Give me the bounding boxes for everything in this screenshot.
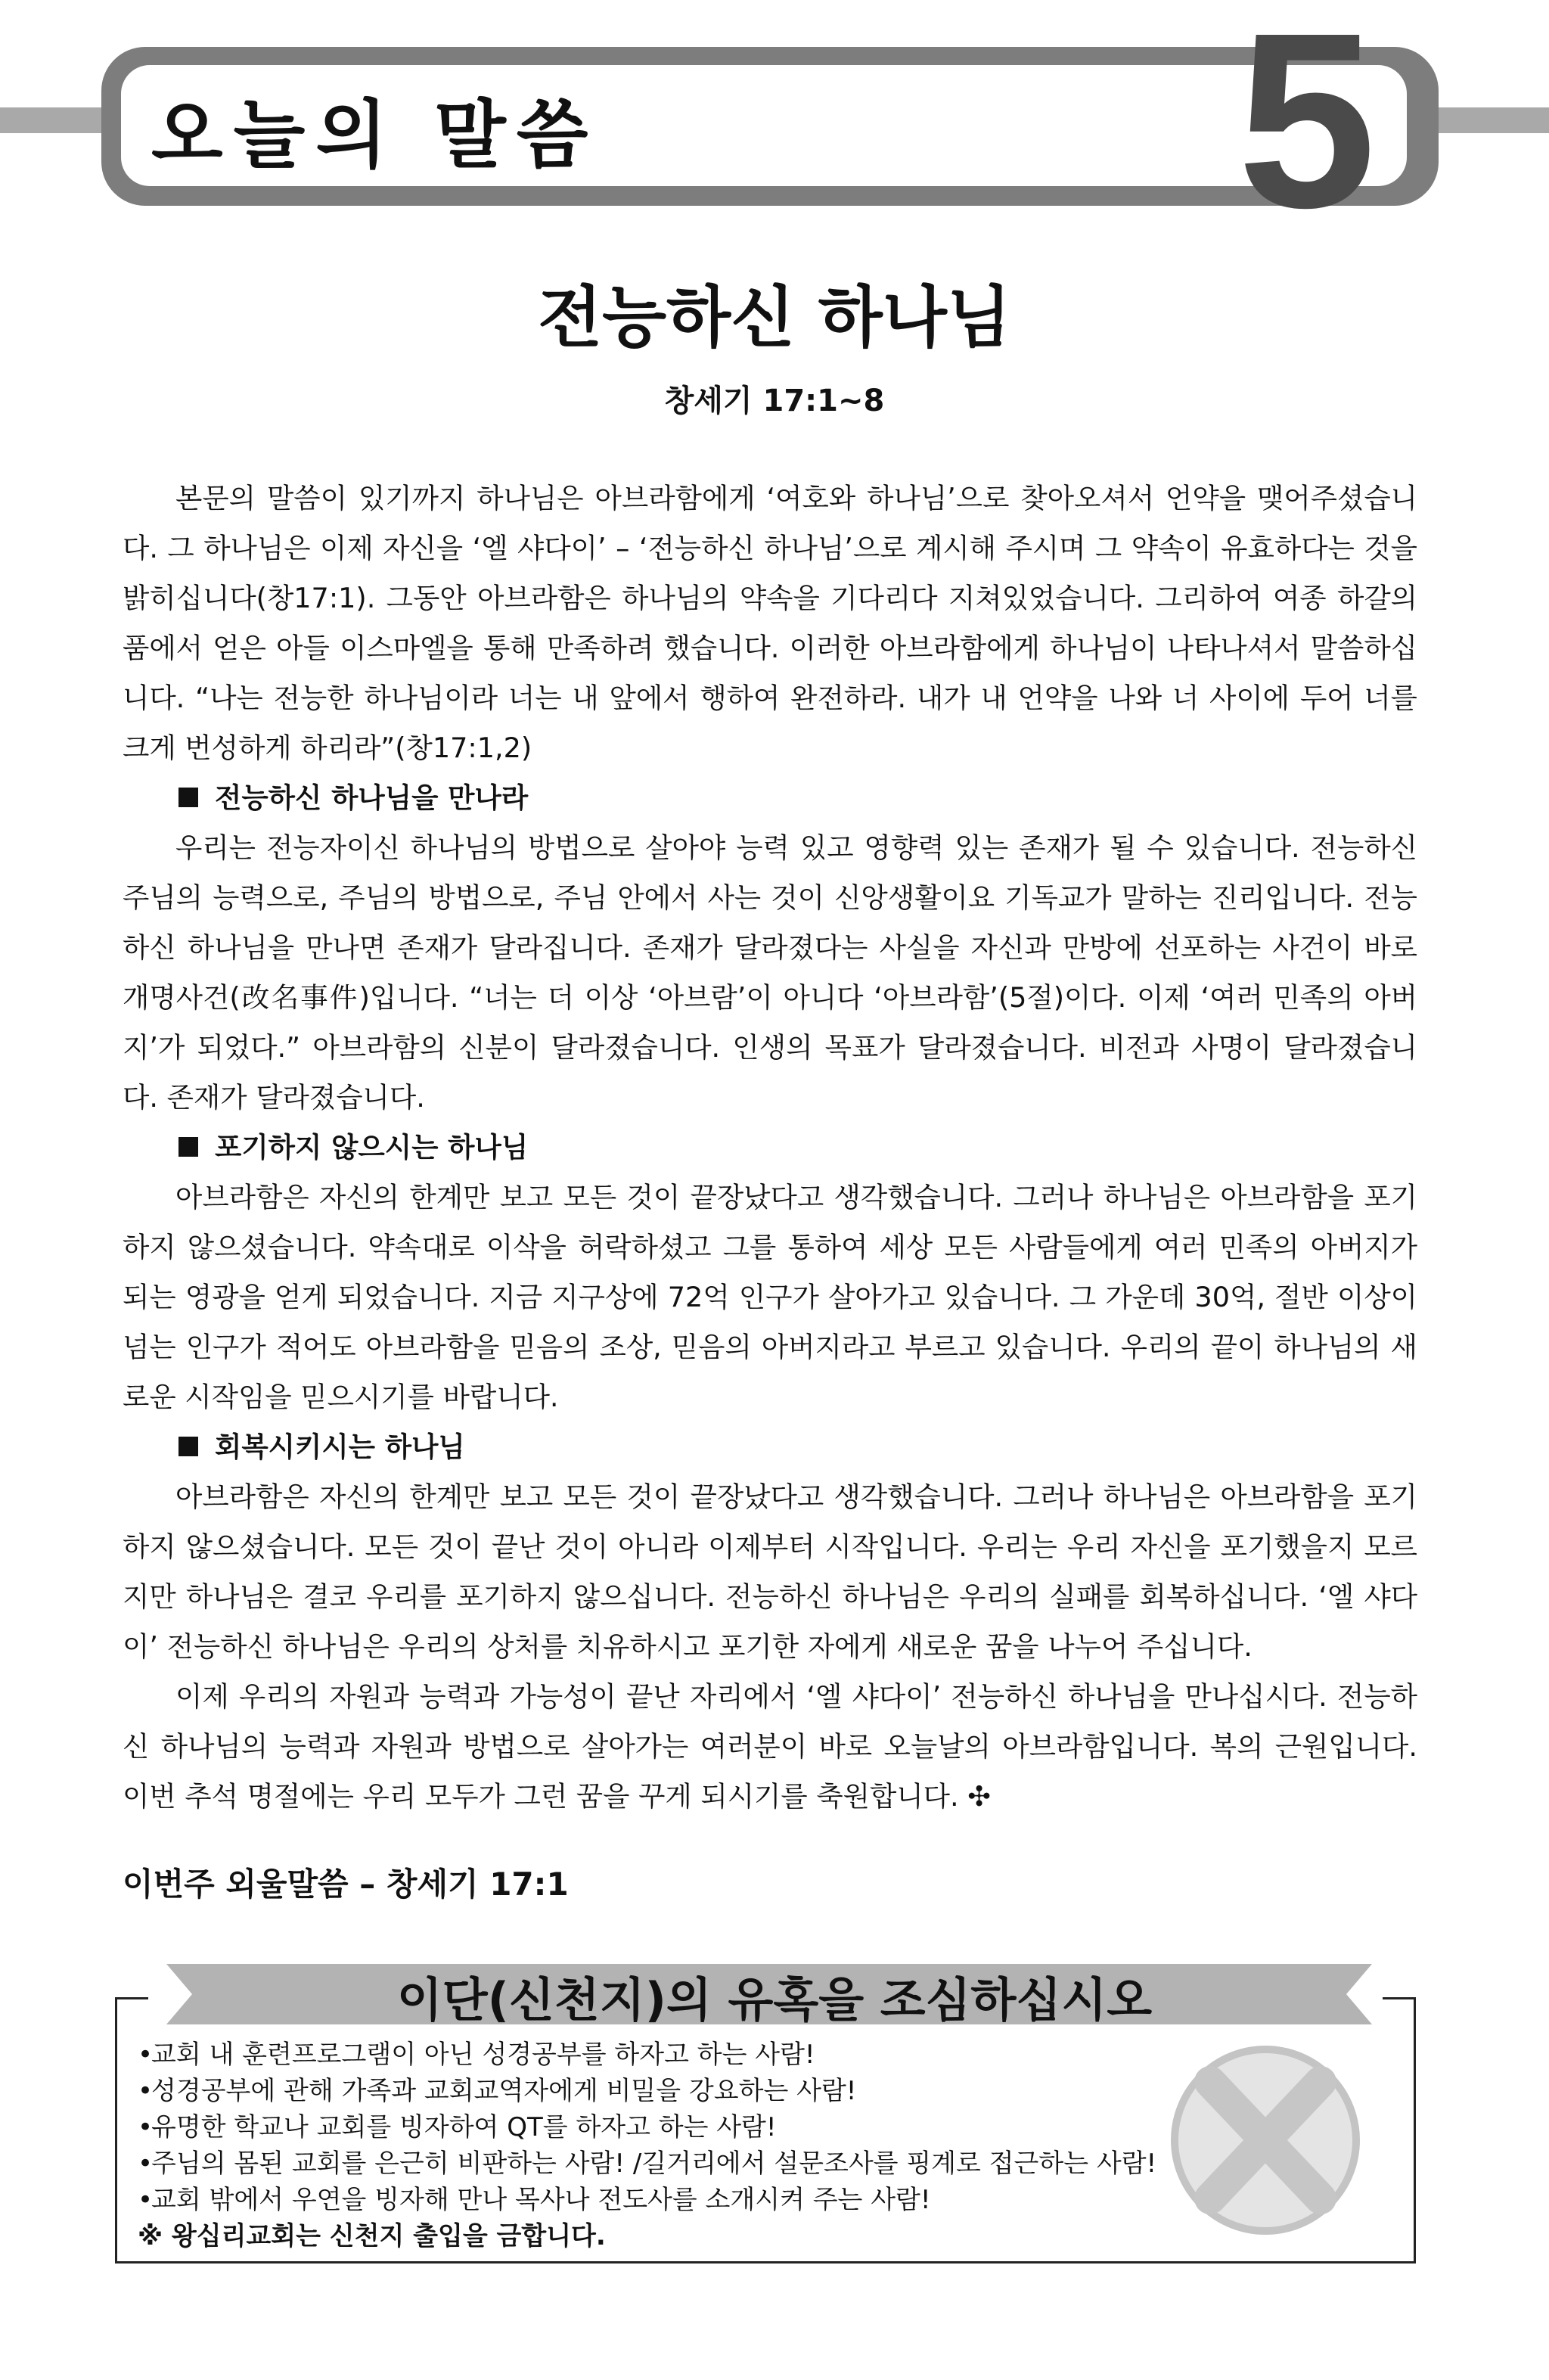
sermon-body bbox=[123, 474, 1417, 1822]
warning-item: •교회 밖에서 우연을 빙자해 만나 목사나 전도사를 소개시켜 주는 사람! bbox=[138, 2182, 1393, 2218]
section-heading-text: 회복시키시는 하나님 bbox=[215, 1431, 465, 1463]
section-paragraph: 이제 우리의 자원과 능력과 가능성이 끝난 자리에서 ‘엘 샤다이’ 전능하신 하나님을 만나십시다. 전능하신 하나님의 능력과 자원과 방법으로 살아가는 여러분이 바로 오늘날의 아브라함입니다. 복의 근원입니다. 이번 추석 명절에는 우리 모두가 그런 꿈을 꾸게 되시기를 축원합니다. ✣ bbox=[123, 1680, 1417, 1813]
memory-verse: 이번주 외울말씀 – 창세기 17:1 bbox=[123, 1866, 569, 1903]
warning-item: •주님의 몸된 교회를 은근히 비판하는 사람! /길거리에서 설문조사를 핑계로 접근하는 사람! bbox=[138, 2145, 1393, 2182]
intro-paragraph: 본문의 말씀이 있기까지 하나님은 아브라함에게 ‘여호와 하나님’으로 찾아오셔서 언약을 맺어주셨습니다. 그 하나님은 이제 자신을 ‘엘 샤다이’ – ‘전능하신 하나님’으로 계시해 주시며 그 약속이 유효하다는 것을 밝히십니다(창17:1). 그동안 아브라함은 하나님의 약속을 기다리다 지쳐있었습니다. 그리하여 여종 하갈의 품에서 얻은 아들 이스마엘을 통해 만족하려 했습니다. 이러한 아브라함에게 하나님이 나타나셔서 말씀하십니다. “나는 전능한 하나님이라 너는 내 앞에서 행하여 완전하라. 내가 내 언약을 나와 너 사이에 두어 너를 크게 번성하게 하리라”(창17:1,2) bbox=[123, 482, 1417, 764]
header-title: 오늘의 말씀 bbox=[151, 92, 599, 179]
section-heading bbox=[123, 773, 1417, 823]
page-number: 5 bbox=[1237, 0, 1377, 259]
section-heading bbox=[123, 1422, 1417, 1472]
section-paragraph: 아브라함은 자신의 한계만 보고 모든 것이 끝장났다고 생각했습니다. 그러나 하나님은 아브라함을 포기하지 않으셨습니다. 약속대로 이삭을 허락하셨고 그를 통하여 세상 모든 사람들에게 여러 민족의 아버지가 되는 영광을 얻게 되었습니다. 지금 지구상에 72억 인구가 살아가고 있습니다. 그 가운데 30억, 절반 이상이 넘는 인구가 적어도 아브라함을 믿음의 조상, 믿음의 아버지라고 부르고 있습니다. 우리의 끝이 하나님의 새로운 시작임을 믿으시기를 바랍니다. bbox=[123, 1181, 1417, 1413]
warning-item: •성경공부에 관해 가족과 교회교역자에게 비밀을 강요하는 사람! bbox=[138, 2073, 1393, 2109]
square-bullet-icon bbox=[178, 1437, 198, 1456]
warning-title: 이단(신천지)의 유혹을 조심하십시오 bbox=[396, 1972, 1153, 2027]
section-paragraph: 아브라함은 자신의 한계만 보고 모든 것이 끝장났다고 생각했습니다. 그러나 하나님은 아브라함을 포기하지 않으셨습니다. 모든 것이 끝난 것이 아니라 이제부터 시작입니다. 우리는 우리 자신을 포기했을지 모르지만 하나님은 결코 우리를 포기하지 않으십니다. 전능하신 하나님은 우리의 실패를 회복하십니다. ‘엘 샤다이’ 전능하신 하나님은 우리의 상처를 치유하시고 포기한 자에게 새로운 꿈을 나누어 주십니다. bbox=[123, 1481, 1417, 1663]
section-heading-text: 포기하지 않으시는 하나님 bbox=[215, 1131, 529, 1164]
warning-item: •교회 내 훈련프로그램이 아닌 성경공부를 하자고 하는 사람! bbox=[138, 2037, 1393, 2073]
square-bullet-icon bbox=[178, 788, 198, 807]
bullet: • bbox=[138, 2112, 154, 2142]
bullet: • bbox=[138, 2076, 154, 2106]
section-heading-text: 전능하신 하나님을 만나라 bbox=[215, 781, 529, 814]
bullet: • bbox=[138, 2185, 154, 2215]
bullet: • bbox=[138, 2040, 154, 2070]
section-paragraph: 우리는 전능자이신 하나님의 방법으로 살아야 능력 있고 영향력 있는 존재가 될 수 있습니다. 전능하신 주님의 능력으로, 주님의 방법으로, 주님 안에서 사는 것이 신앙생활이요 기독교가 말하는 진리입니다. 전능하신 하나님을 만나면 존재가 달라집니다. 존재가 달라졌다는 사실을 자신과 만방에 선포하는 사건이 바로 개명사건(改名事件)입니다. “너는 더 이상 ‘아브람’이 아니다 ‘아브라함’(5절)이다. 이제 ‘여러 민족의 아버지’가 되었다.” 아브라함의 신분이 달라졌습니다. 인생의 목표가 달라졌습니다. 비전과 사명이 달라졌습니다. 존재가 달라졌습니다. bbox=[123, 831, 1417, 1114]
warning-list bbox=[138, 2037, 1393, 2254]
sermon-reference: 창세기 17:1~8 bbox=[664, 384, 885, 418]
section-heading bbox=[123, 1123, 1417, 1173]
square-bullet-icon bbox=[178, 1137, 198, 1157]
warning-item: •유명한 학교나 교회를 빙자하여 QT를 하자고 하는 사람! bbox=[138, 2109, 1393, 2145]
bullet: • bbox=[138, 2149, 154, 2179]
warning-notice: ※ 왕십리교회는 신천지 출입을 금합니다. bbox=[138, 2221, 606, 2251]
sermon-title: 전능하신 하나님 bbox=[538, 278, 1011, 356]
